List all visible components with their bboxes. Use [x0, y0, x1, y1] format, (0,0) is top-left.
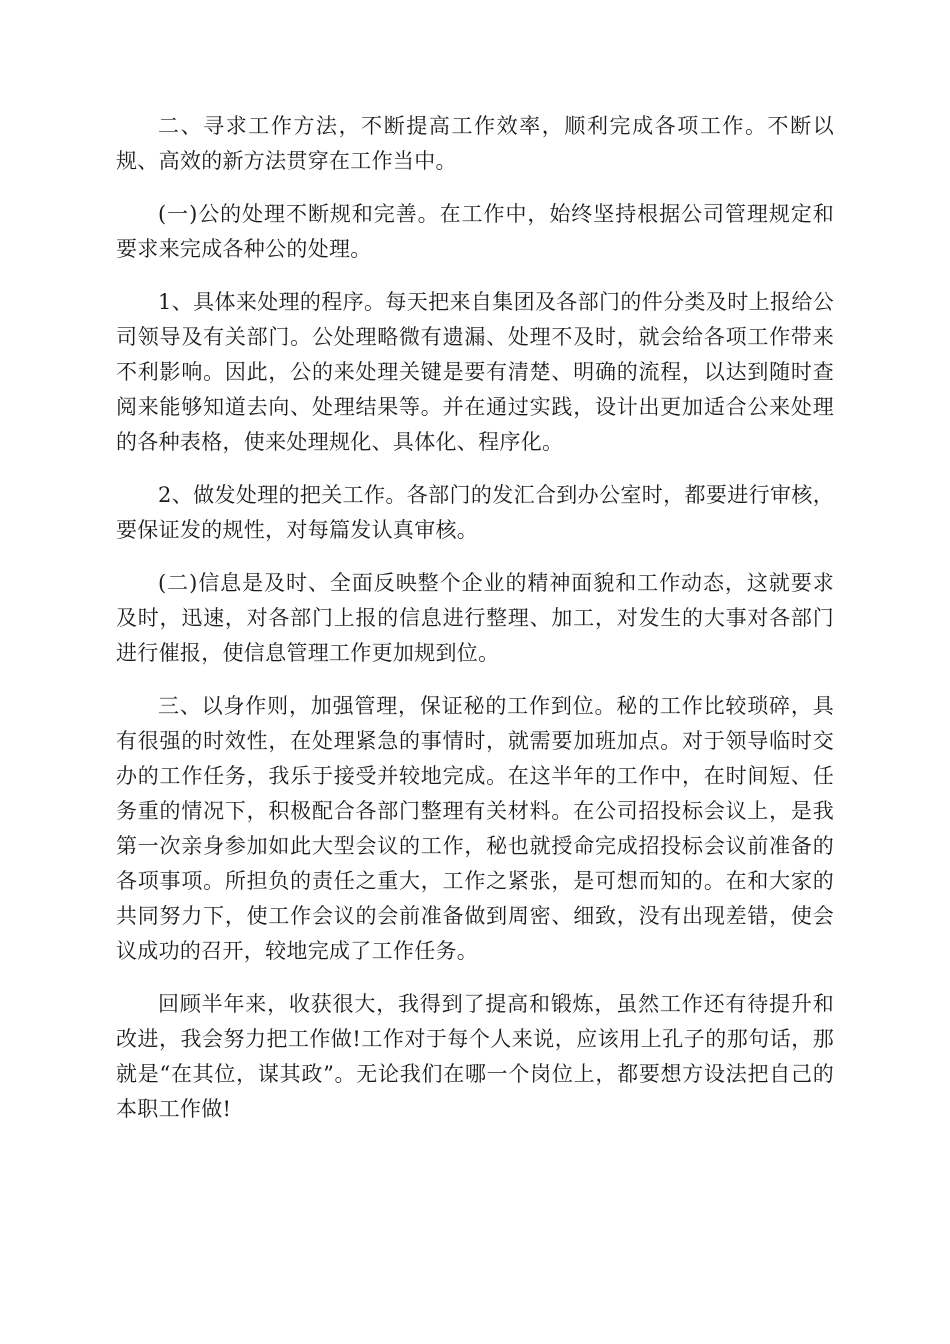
paragraph-section-two: 二、寻求工作方法，不断提高工作效率，顺利完成各项工作。不断以规、高效的新方法贯穿在工作当中。 [116, 114, 834, 173]
paragraph-incoming-procedure: 1、具体来处理的程序。每天把来自集团及各部门的件分类及时上报给公司领导及有关部门。公处理略微有遗漏、处理不及时，就会给各项工作带来不利影响。因此，公的来处理关键是要有清楚、明确的流程，以达到随时查阅来能够知道去向、处理结果等。并在通过实践，设计出更加适合公来处理的各种表格，使来处理规化、具体化、程序化。 [116, 290, 834, 454]
paragraph-outgoing-review: 2、做发处理的把关工作。各部门的发汇合到办公室时，都要进行审核，要保证发的规性，对每篇发认真审核。 [116, 483, 834, 542]
paragraph-document-handling: (一)公的处理不断规和完善。在工作中，始终坚持根据公司管理规定和要求来完成各种公的处理。 [116, 202, 834, 261]
paragraph-information-management: (二)信息是及时、全面反映整个企业的精神面貌和工作动态，这就要求及时，迅速，对各部门上报的信息进行整理、加工，对发生的大事对各部门进行催报，使信息管理工作更加规到位。 [116, 571, 834, 665]
paragraph-conclusion: 回顾半年来，收获很大，我得到了提高和锻炼，虽然工作还有待提升和改进，我会努力把工作做!工作对于每个人来说，应该用上孔子的那句话，那就是“在其位，谋其政”。无论我们在哪一个岗位上，都要想方设法把自己的本职工作做! [116, 992, 834, 1121]
paragraph-section-three: 三、以身作则，加强管理，保证秘的工作到位。秘的工作比较琐碎，具有很强的时效性，在处理紧急的事情时，就需要加班加点。对于领导临时交办的工作任务，我乐于接受并较地完成。在这半年的工作中，在时间短、任务重的情况下，积极配合各部门整理有关材料。在公司招投标会议上，是我第一次亲身参加如此大型会议的工作，秘也就授命完成招投标会议前准备的各项事项。所担负的责任之重大，工作之紧张，是可想而知的。在和大家的共同努力下，使工作会议的会前准备做到周密、细致，没有出现差错，使会议成功的召开，较地完成了工作任务。 [116, 694, 834, 963]
